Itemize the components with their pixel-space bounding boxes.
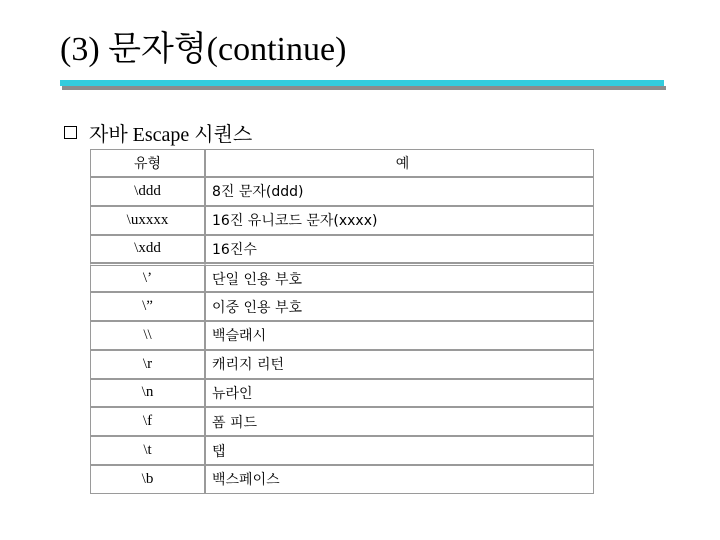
escape-code: \ddd <box>90 177 205 206</box>
escape-code: \uxxxx <box>90 206 205 235</box>
escape-code: \n <box>90 379 205 408</box>
escape-description: 8진 문자(ddd) <box>205 177 594 206</box>
table-row <box>90 292 594 321</box>
escape-description: 탭 <box>205 436 594 465</box>
escape-code: \xdd <box>90 235 205 264</box>
escape-code: \\ <box>90 321 205 350</box>
escape-code: \” <box>90 292 205 321</box>
table-row <box>90 263 594 292</box>
escape-description: 16진 유니코드 문자(xxxx) <box>205 206 594 235</box>
escape-code: \f <box>90 407 205 436</box>
escape-code: \r <box>90 350 205 379</box>
escape-description: 캐리지 리턴 <box>205 350 594 379</box>
escape-code: \’ <box>90 263 205 292</box>
header-example: 예 <box>205 149 594 177</box>
table-row <box>90 407 594 436</box>
escape-description: 폼 피드 <box>205 407 594 436</box>
bullet-text: 자바 Escape 시퀀스 <box>89 124 253 146</box>
table-row <box>90 321 594 350</box>
table-row <box>90 436 594 465</box>
table-header-row <box>90 149 594 177</box>
escape-sequence-table <box>90 149 594 494</box>
table-row <box>90 465 594 494</box>
title-underline-shadow <box>62 86 666 90</box>
slide-title: (3) 문자형(continue) <box>60 31 347 68</box>
square-bullet-icon <box>64 126 77 139</box>
table-row <box>90 379 594 408</box>
header-type: 유형 <box>90 149 205 177</box>
escape-description: 뉴라인 <box>205 379 594 408</box>
table-row <box>90 350 594 379</box>
escape-description: 이중 인용 부호 <box>205 292 594 321</box>
escape-code: \t <box>90 436 205 465</box>
escape-code: \b <box>90 465 205 494</box>
escape-description: 16진수 <box>205 235 594 264</box>
table-row <box>90 206 594 235</box>
table-row <box>90 177 594 206</box>
bullet-item <box>64 118 252 147</box>
escape-description: 백슬래시 <box>205 321 594 350</box>
table-row <box>90 235 594 264</box>
escape-description: 백스페이스 <box>205 465 594 494</box>
escape-description: 단일 인용 부호 <box>205 263 594 292</box>
